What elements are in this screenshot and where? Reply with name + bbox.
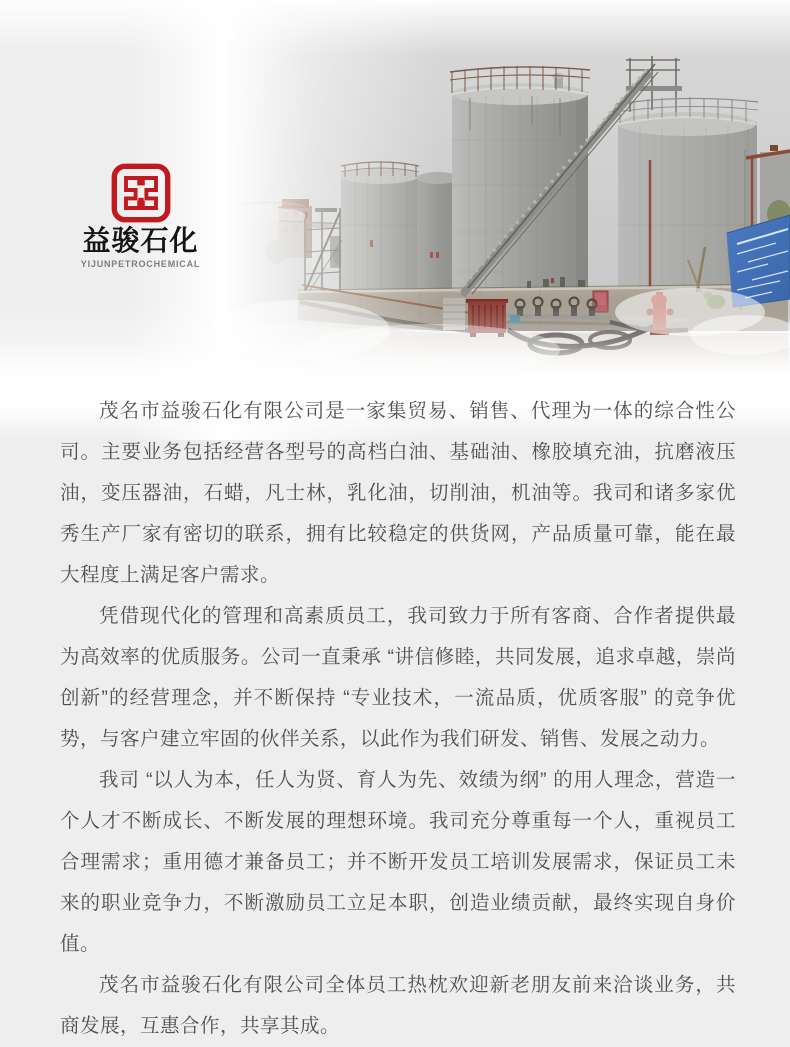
logo-name: 益骏石化 (82, 225, 199, 256)
logo-seal-icon (111, 163, 171, 223)
top-fade (0, 0, 790, 55)
about-paragraph-4: 茂名市益骏石化有限公司全体员工热枕欢迎新老朋友前来洽谈业务，共商发展，互惠合作，共享其成。 (60, 974, 736, 1037)
about-text (60, 391, 736, 1047)
company-logo (58, 163, 223, 269)
about-paragraph-2: 凭借现代化的管理和高素质员工，我司致力于所有客商、合作者提供最为高效率的优质服务。公司一直秉承 “讲信修睦，共同发展，追求卓越，崇尚创新”的经营理念，并不断保持 “专业技术，一流品质，优质客服” 的竞争优势，与客户建立牢固的伙伴关系，以此作为我们研发、销售、发展之动力。 (60, 605, 736, 750)
about-paragraph-1: 茂名市益骏石化有限公司是一家集贸易、销售、代理为一体的综合性公司。主要业务包括经营各型号的高档白油、基础油、橡胶填充油，抗磨液压油，变压器油，石蜡，凡士林，乳化油，切削油，机油等。我司和诸多家优秀生产厂家有密切的联系，拥有比较稳定的供货网，产品质量可靠，能在最大程度上满足客户需求。 (60, 400, 736, 586)
central-tank (450, 66, 590, 300)
about-paragraph-3: 我司 “以人为本，任人为贤、育人为先、效绩为纲” 的用人理念，营造一个人才不断成长、不断发展的理想环境。我司充分尊重每一个人，重视员工合理需求；重用德才兼备员工；并不断开发员工培训发展需求，保证员工未来的职业竞争力，不断激励员工立足本职，创造业绩贡献，最终实现自身价值。 (60, 769, 736, 955)
logo-subtitle: YIJUNPETROCHEMICAL (80, 259, 201, 269)
